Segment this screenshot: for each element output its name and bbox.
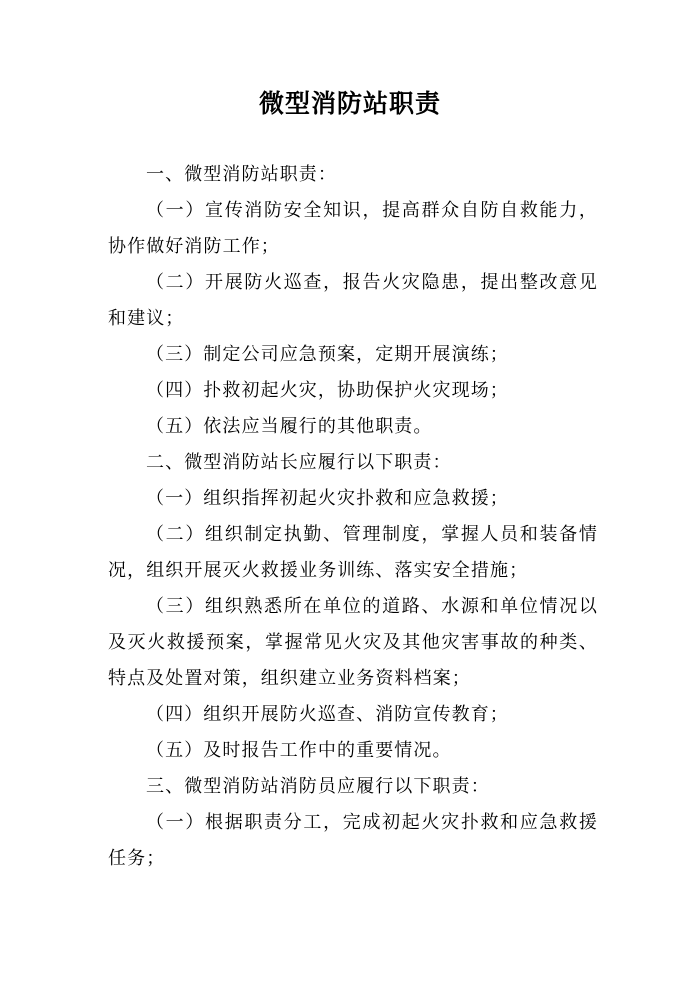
- section-heading-3: 三、微型消防站消防员应履行以下职责：: [146, 776, 490, 797]
- duty-item: （五）及时报告工作中的重要情况。: [146, 740, 452, 761]
- section-heading-1: 一、微型消防站职责：: [146, 164, 337, 185]
- document-title: 微型消防站职责: [258, 89, 441, 118]
- duty-item: （一）根据职责分工，完成初起火灾扑救和应急救援任务；: [108, 812, 598, 869]
- document-body: [108, 157, 598, 877]
- duty-item: （三）组织熟悉所在单位的道路、水源和单位情况以及灭火救援预案，掌握常见火灾及其他灾害事故的种类、特点及处置对策，组织建立业务资料档案；: [108, 596, 598, 689]
- duty-item: （四）扑救初起火灾，协助保护火灾现场；: [146, 380, 509, 401]
- duty-item: （三）制定公司应急预案，定期开展演练；: [146, 344, 509, 365]
- duty-item: （一）组织指挥初起火灾扑救和应急救援；: [146, 488, 509, 509]
- duty-item: （一）宣传消防安全知识，提高群众自防自救能力，协作做好消防工作；: [108, 200, 598, 257]
- section-heading-2: 二、微型消防站长应履行以下职责：: [146, 452, 452, 473]
- duty-item: （五）依法应当履行的其他职责。: [146, 416, 433, 437]
- duty-item: （二）开展防火巡查，报告火灾隐患，提出整改意见和建议；: [108, 272, 598, 329]
- duty-item: （四）组织开展防火巡查、消防宣传教育；: [146, 704, 509, 725]
- duty-item: （二）组织制定执勤、管理制度，掌握人员和装备情况，组织开展灭火救援业务训练、落实安全措施；: [108, 524, 598, 581]
